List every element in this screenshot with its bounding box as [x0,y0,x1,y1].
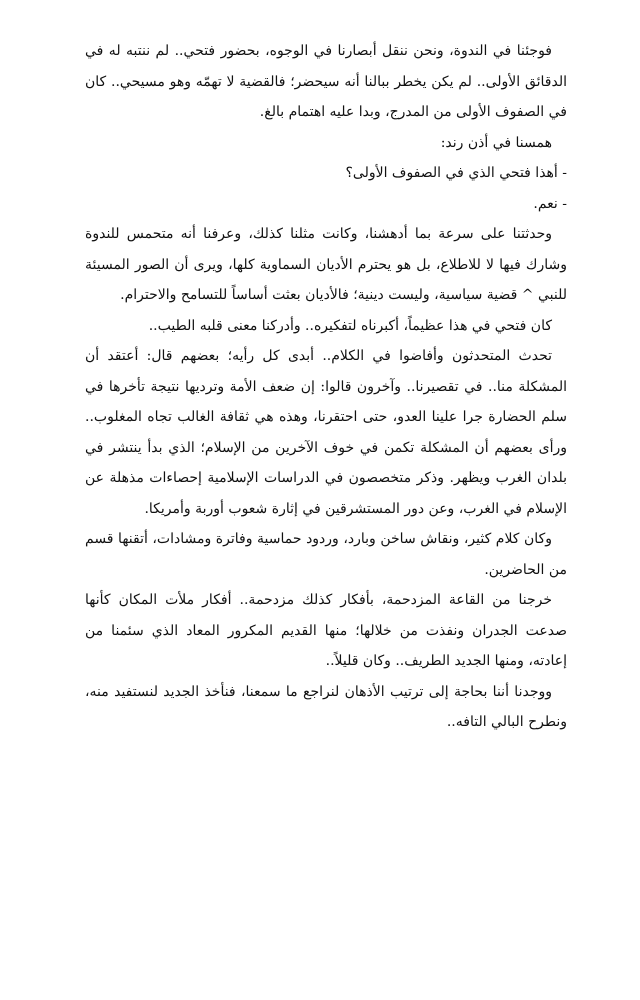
paragraph-arrival: فوجئنا في الندوة، ونحن ننقل أبصارنا في الوجوه، بحضور فتحي.. لم ننتبه له في الدقائق الأولى.. لم يكن يخطر ببالنا أنه سيحضر؛ فالقضية لا تهمّه وهو مسيحي.. كان في الصفوف الأولى من المدرج، وبدا عليه اهتمام بالغ. [85,43,567,120]
paragraph-explanation: وحدثتنا على سرعة بما أدهشنا، وكانت مثلنا كذلك، وعرفنا أنه متحمس للندوة وشارك فيها لا للاطلاع، بل هو يحترم الأديان السماوية كلها، ويرى أن الصور المسيئة للنبي ^ قضية سياسية، وليست دينية؛ فالأديان بعثت أساساً للتسامح والاحترام. [85,226,567,303]
paragraph-whisper: همسنا في أذن رند: [440,134,552,151]
dialog-answer: - نعم. [533,195,567,212]
dialog-question: - أهذا فتحي الذي في الصفوف الأولى؟ [345,165,567,181]
paragraph-leaving: خرجنا من القاعة المزدحمة، بأفكار كذلك مزدحمة.. أفكار ملأت المكان كأنها صدعت الجدران ونفذت من خلالها؛ منها القديم المكرور المعاد الذي سئمنا من إعادته، ومنها الجديد الطريف.. وكان قليلاً.. [85,592,567,669]
document-page [85,36,567,738]
paragraph-speakers: تحدث المتحدثون وأفاضوا في الكلام.. أبدى كل رأيه؛ بعضهم قال: أعتقد أن المشكلة منا.. في تقصيرنا.. وآخرون قالوا: إن ضعف الأمة وترديها نتيجة تأخرها في سلم الحضارة جرا علينا العدو، حتى احتقرنا، وهذه هي ثقافة الغالب تجاه المغلوب.. ورأى بعضهم أن المشكلة تكمن في خوف الآخرين من الإسلام؛ الذي بدأ ينتشر في بلدان الغرب ويظهر. وذكر متخصصون في الدراسات الإسلامية إحصاءات مذهلة عن الإسلام في الغرب، وعن دور المستشرقين في إثارة شعوب أوربة وأمريكا. [85,348,567,517]
paragraph-discussion: وكان كلام كثير، ونقاش ساخن وبارد، وردود حماسية وفاترة ومشادات، أتقنها قسم من الحاضرين. [85,531,567,578]
paragraph-conclusion: ووجدنا أننا بحاجة إلى ترتيب الأذهان لنراجع ما سمعنا، فنأخذ الجديد لنستفيد منه، ونطرح البالي التافه.. [85,683,567,730]
paragraph-admiration: كان فتحي في هذا عظيماً، أكبرناه لتفكيره.. وأدركنا معنى قلبه الطيب.. [148,317,552,334]
